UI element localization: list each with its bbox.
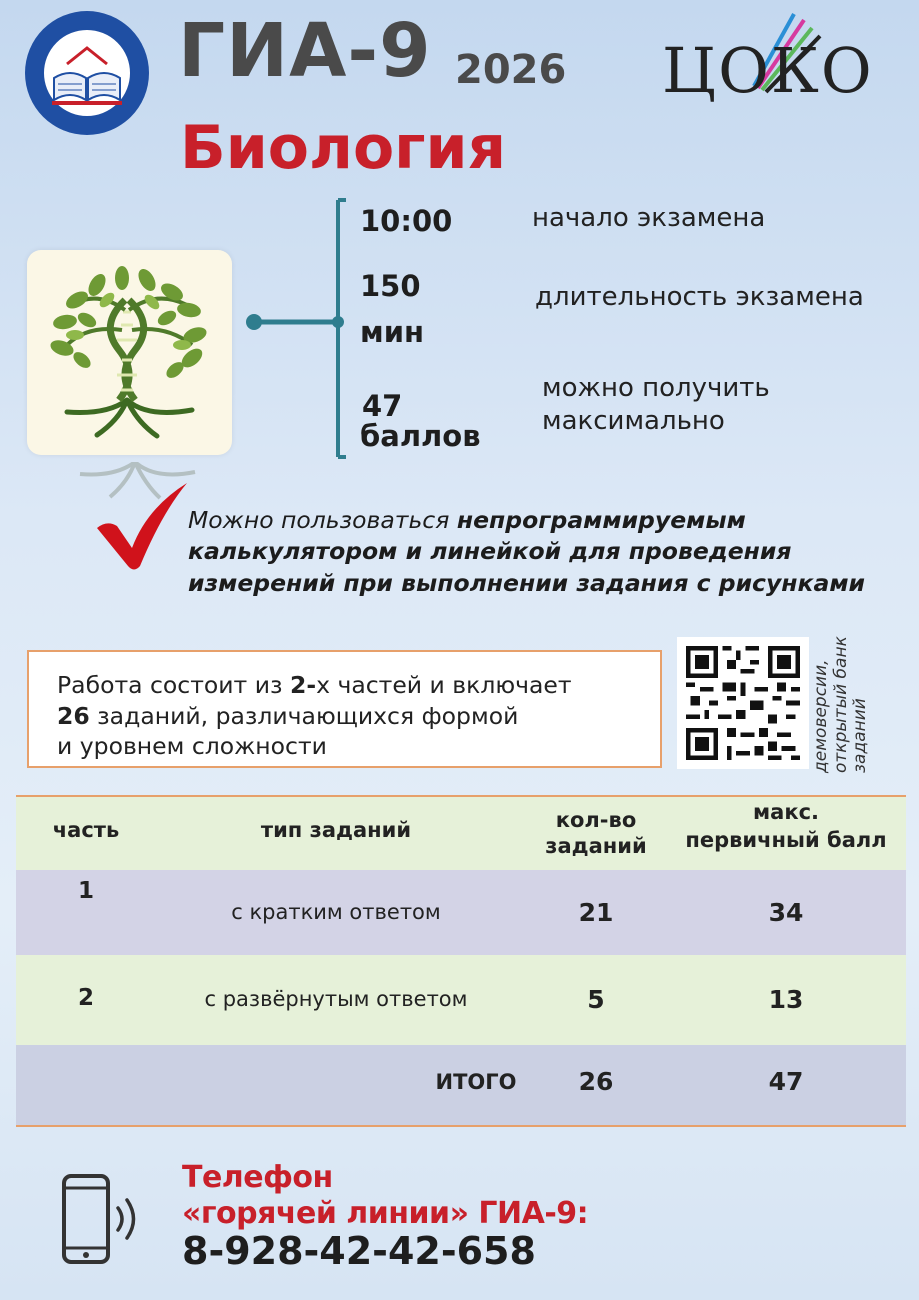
qr-code[interactable] [677,637,809,769]
exam-start-label: начало экзамена [532,203,766,233]
table-total-row [16,1045,906,1125]
total-max: 47 [768,1067,804,1096]
total-label: ИТОГО [435,1070,517,1094]
max-score-unit: баллов [360,419,481,453]
ministry-logo [22,8,152,138]
hotline-label-line1: Телефон [182,1160,333,1195]
total-count: 26 [578,1067,614,1096]
checkmark-icon [92,478,192,573]
table-bottom-border [16,1125,906,1127]
max-score-label-line2: максимально [542,406,725,436]
structure-text-2: х частей и включает [316,671,572,699]
note-bold-text: непрограммируемым калькулятором и линейкой для проведения измерений при выполнении задания с рисунками [188,506,866,597]
calculator-note [188,505,868,599]
qr-caption-text: демоверсии, открытый банк заданий [811,636,871,773]
table-row [16,870,906,955]
structure-text-1: Работа состоит из [57,671,290,699]
exam-duration-value: 150 [360,269,421,303]
dna-tree-icon [27,250,232,455]
row-type: с кратким ответом [231,900,441,924]
structure-parts-count: 2- [289,671,317,699]
structure-text-4: и уровнем сложности [57,732,327,761]
header-max-line2: первичный балл [685,828,887,852]
qr-caption [812,583,919,773]
header-part: часть [52,818,120,842]
row-count: 5 [587,985,605,1014]
smartphone-icon [60,1172,150,1268]
info-timeline [240,195,360,465]
structure-text-3: заданий, различающихся формой [89,701,519,730]
exam-structure-box [27,650,662,768]
exam-duration-unit: мин [360,315,425,349]
header-max-line1: макс. [752,800,819,824]
header-count-line2: заданий [545,834,647,858]
exam-subject: Биология [180,113,507,183]
hotline-label-line2: «горячей линии» ГИА-9: [182,1196,589,1231]
header-type: тип заданий [260,818,412,842]
note-text: Можно пользоваться [188,506,457,534]
row-count: 21 [578,898,614,927]
hotline-phone-number[interactable]: 8-928-42-42-658 [182,1229,536,1273]
exam-start-time: 10:00 [360,204,453,238]
coko-logo-text: ЦОКО [662,34,874,107]
max-score-value: 47 [362,389,403,423]
row-max: 34 [768,898,804,927]
table-top-border [16,795,906,797]
header-count-line1: кол-во [555,808,637,832]
table-row [16,955,906,1045]
hotline-label [182,1160,588,1232]
exam-title: ГИА-9 [178,8,432,94]
row-part: 1 [77,878,94,904]
tree-illustration-card [27,250,232,455]
table-header-row [16,795,906,870]
row-max: 13 [768,985,804,1014]
max-score-label-line1: можно получить [542,373,770,403]
exam-duration-label: длительность экзамена [535,282,864,312]
row-part: 2 [77,985,94,1011]
row-type: с развёрнутым ответом [204,987,468,1011]
exam-structure-text [57,670,647,762]
exam-year: 2026 [455,47,567,93]
structure-tasks-count: 26 [57,701,90,730]
